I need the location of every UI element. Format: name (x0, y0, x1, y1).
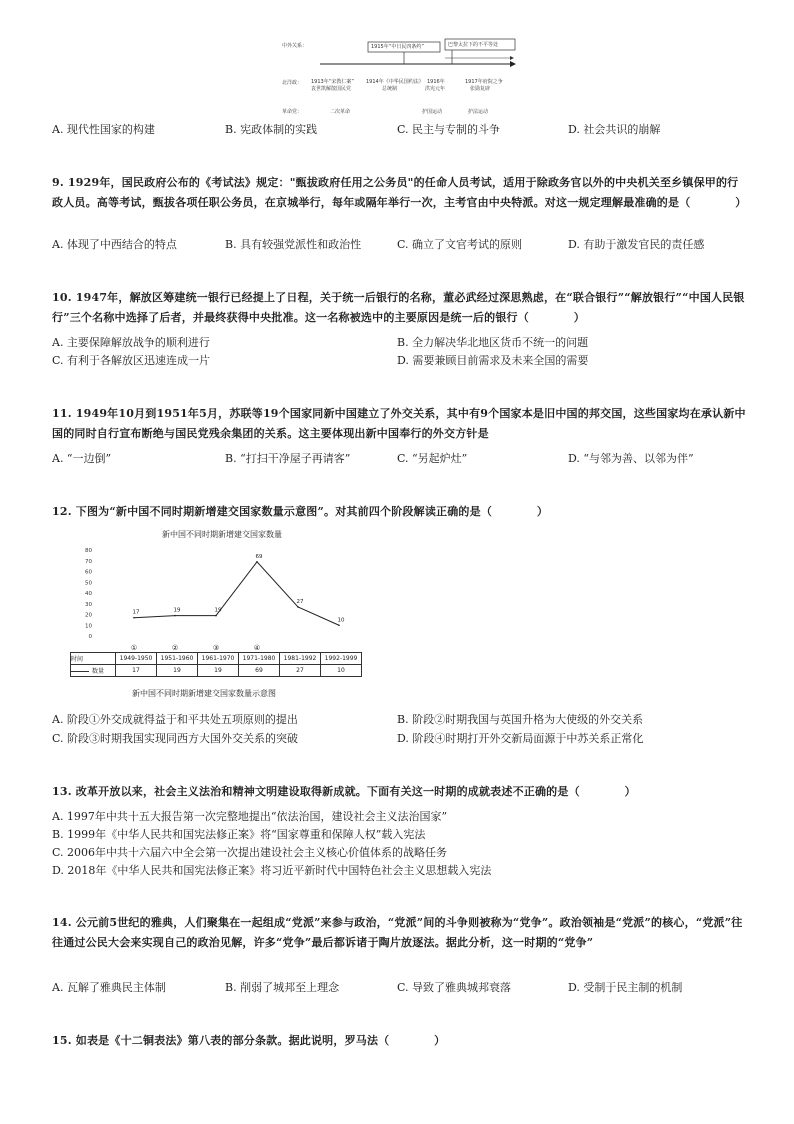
chart-table-count-5: 27 (280, 665, 321, 677)
stage-marker: ③ (212, 644, 220, 652)
q11-option-d[interactable]: D. “与邻为善、以邻为伴” (568, 452, 694, 465)
chart-caption: 新中国不同时期新增建交国家数量示意图 (132, 689, 276, 698)
chart-data-table (70, 652, 362, 677)
y-tick-label: 70 (85, 558, 92, 565)
chart-table-row-count (71, 665, 362, 677)
q8-option-b[interactable]: B. 宪政体制的实践 (225, 123, 318, 136)
q9-stem: 9. 1929年，国民政府公布的《考试法》规定："甄拔政府任用之公务员"的任命人员考试，适用于除政务官以外的中央机关至乡镇保甲的行政人员。高等考试，甄拔各项任职公务员，在京城举行，每年或隔年举行一次，主考官由中央特派。对这一规定理解最准确的是（ ） (52, 176, 747, 209)
chart-table-period-6: 1992-1999 (321, 653, 362, 665)
q14-stem: 14. 公元前5世纪的雅典，人们聚集在一起组成“党派”来参与政治，“党派”间的斗争则被称为“党争”。政治领袖是“党派”的核心，“党派”往往通过公民大会来实现自己的政治见解，许多“党争”最后都诉诸于陶片放逐法。据此分析，这一时期的“党争” (52, 916, 743, 949)
q15-stem: 15. 如表是《十二铜表法》第八表的部分条款。据此说明，罗马法（ ） (52, 1034, 446, 1047)
q12-chart-figure (70, 528, 370, 703)
q10-option-c[interactable]: C. 有利于各解放区迅速连成一片 (52, 354, 211, 367)
q9-option-a[interactable]: A. 体现了中西结合的特点 (52, 238, 177, 251)
y-tick-label: 40 (85, 591, 92, 597)
timeline-box-1915: 1915年“中日民四条约” (371, 44, 424, 50)
timeline-label-foreign: 中外关系： (282, 43, 308, 49)
q13-option-b[interactable]: B. 1999年《中华人民共和国宪法修正案》将“国家尊重和保障人权”载入宪法 (52, 828, 426, 841)
chart-table-period-1: 1949-1950 (116, 653, 157, 665)
chart-table-count-label: 数量 (92, 668, 105, 675)
q10-option-b[interactable]: B. 全力解决华北地区货币不统一的问题 (397, 336, 589, 349)
chart-table-period-3: 1961-1970 (198, 653, 239, 665)
y-tick-label: 0 (88, 634, 92, 640)
q12-stem: 12. 下图为“新中国不同时期新增建交国家数量示意图”。对其前四个阶段解读正确的是（ ） (52, 505, 549, 518)
chart-table-count-2: 19 (157, 665, 198, 677)
chart-table-header-count (71, 665, 116, 677)
data-label: 10 (337, 617, 345, 624)
q13-option-a[interactable]: A. 1997年中共十五大报告第一次完整地提出“依法治国，建设社会主义法治国家” (52, 810, 448, 823)
timeline-revolution-3: 护法运动 (468, 109, 489, 115)
chart-table-period-5: 1981-1992 (280, 653, 321, 665)
data-point (215, 615, 217, 617)
q10-option-a[interactable]: A. 主要保障解放战争的顺利进行 (52, 336, 210, 349)
q11-option-c[interactable]: C. “另起炉灶” (397, 452, 468, 465)
stage-marker: ① (130, 644, 138, 652)
q14-option-b[interactable]: B. 削弱了城邦至上理念 (225, 981, 340, 994)
data-label: 19 (214, 607, 222, 614)
data-label: 17 (132, 609, 140, 616)
q9-option-b[interactable]: B. 具有较强党派性和政治性 (225, 238, 362, 251)
data-point (297, 606, 299, 608)
data-point (256, 561, 258, 563)
y-tick-label: 50 (85, 580, 92, 587)
timeline-revolution-1: 二次革命 (330, 109, 351, 115)
q10-option-d[interactable]: D. 需要兼顾目前需求及未来全国的需要 (397, 354, 589, 367)
timeline-revolution-2: 护国运动 (422, 109, 443, 115)
q13-stem: 13. 改革开放以来，社会主义法治和精神文明建设取得新成就。下面有关这一时期的成就表述不正确的是（ ） (52, 785, 636, 798)
timeline-label-revolution: 革命党： (282, 109, 303, 115)
timeline-event-1917: 1917年府院之争 (465, 79, 503, 85)
q13-option-c[interactable]: C. 2006年中共十六届六中全会第一次提出建设社会主义核心价值体系的战略任务 (52, 846, 448, 859)
chart-table-count-6: 10 (321, 665, 362, 677)
q12-option-c[interactable]: C. 阶段③时期我国实现同西方大国外交关系的突破 (52, 732, 299, 745)
q14-option-a[interactable]: A. 瓦解了雅典民主体制 (52, 981, 166, 994)
data-label: 69 (255, 553, 263, 560)
timeline-event-1914-detail: 总统制 (382, 86, 398, 92)
timeline-label-beiyang: 北洋政： (282, 80, 303, 86)
data-point (133, 617, 135, 619)
chart-table-period-4: 1971-1980 (239, 653, 280, 665)
q11-option-a[interactable]: A. “一边倒” (52, 452, 112, 465)
q11-option-b[interactable]: B. “打扫干净屋子再请客” (225, 452, 351, 465)
q13-option-d[interactable]: D. 2018年《中华人民共和国宪法修正案》将习近平新时代中国特色社会主义思想载入宪法 (52, 864, 492, 877)
stage-marker: ② (171, 644, 179, 652)
timeline-event-1913: 1913年“宋教仁案” (311, 79, 354, 85)
q14-option-c[interactable]: C. 导致了雅典城邦衰落 (397, 981, 512, 994)
chart-table-count-1: 17 (116, 665, 157, 677)
chart-table-count-4: 69 (239, 665, 280, 677)
data-label: 27 (296, 598, 304, 605)
y-tick-label: 30 (85, 601, 92, 608)
q8-option-a[interactable]: A. 现代性国家的构建 (52, 123, 155, 136)
line-chart (70, 540, 370, 660)
timeline-figure (282, 34, 542, 120)
chart-table-period-2: 1951-1960 (157, 653, 198, 665)
q12-option-a[interactable]: A. 阶段①外交成就得益于和平共处五项原则的提出 (52, 713, 298, 726)
stage-marker: ④ (253, 644, 261, 652)
timeline-event-1913-detail: 袁世凯解散国民党 (311, 86, 352, 92)
q12-option-b[interactable]: B. 阶段②时期我国与英国升格为大使级的外交关系 (397, 713, 644, 726)
timeline-event-1914: 1914年《中华民国约法》 (366, 79, 424, 85)
timeline-event-1916: 1916年 (427, 79, 445, 85)
q9-option-c[interactable]: C. 确立了文官考试的原则 (397, 238, 523, 251)
q8-option-c[interactable]: C. 民主与专制的斗争 (397, 123, 501, 136)
q8-option-d[interactable]: D. 社会共识的崩解 (568, 123, 661, 136)
data-label: 19 (173, 607, 181, 614)
q11-stem: 11. 1949年10月到1951年5月，苏联等19个国家同新中国建立了外交关系，其中有9个国家本是旧中国的邦交国，这些国家均在承认新中国的同时自行宣布断绝与国民党残余集团的关系。这主要体现出新中国奉行的外交方针是 (52, 407, 746, 440)
data-point (174, 615, 176, 617)
y-tick-label: 20 (85, 612, 92, 619)
chart-title: 新中国不同时期新增建交国家数量 (162, 530, 282, 539)
series-line (134, 562, 339, 625)
timeline-event-1916-detail: 洪宪元年 (425, 86, 446, 92)
q9-option-d[interactable]: D. 有助于激发官民的责任感 (568, 238, 705, 251)
q12-option-d[interactable]: D. 阶段④时期打开外交新局面源于中苏关系正常化 (397, 732, 644, 745)
chart-table-row-period (71, 653, 362, 665)
q10-stem: 10. 1947年，解放区筹建统一银行已经提上了日程，关于统一后银行的名称，董必武经过深思熟虑，在“联合银行”“解放银行”“中国人民银行”三个名称中选择了后者，并最终获得中央批准。这一名称被选中的主要原因是统一后的银行（ ） (52, 291, 745, 324)
y-tick-label: 10 (85, 623, 92, 630)
data-point (338, 624, 340, 626)
timeline-event-1917-detail: 张勋复辟 (470, 86, 491, 92)
y-tick-label: 80 (85, 548, 92, 554)
chart-table-count-3: 19 (198, 665, 239, 677)
timeline-box-1918: 巴黎太拉下的不平等处 (448, 42, 499, 48)
q14-option-d[interactable]: D. 受制于民主制的机制 (568, 981, 683, 994)
y-tick-label: 60 (85, 569, 92, 576)
chart-table-header-period: 时间 (71, 653, 116, 665)
